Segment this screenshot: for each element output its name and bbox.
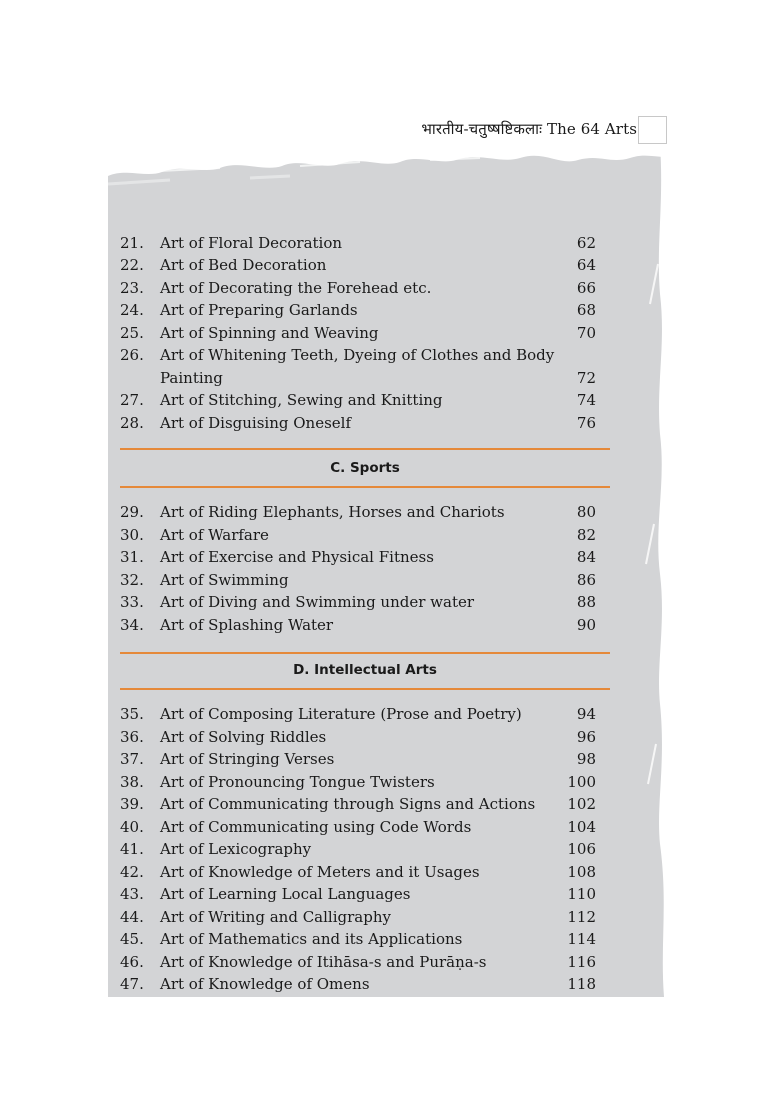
entry-page: 108 bbox=[567, 863, 596, 881]
entry-title: Art of Whitening Teeth, Dyeing of Clothes and Body bbox=[160, 346, 555, 364]
entry-number: 33. bbox=[120, 593, 144, 611]
entry-number: 28. bbox=[120, 414, 144, 432]
entry-page: 100 bbox=[567, 773, 596, 791]
entry-number: 41. bbox=[120, 840, 144, 858]
entry-title: Art of Riding Elephants, Horses and Chariots bbox=[160, 503, 505, 521]
entry-page: 68 bbox=[576, 301, 596, 319]
entry-title: Art of Communicating using Code Words bbox=[160, 818, 472, 836]
entry-number: 38. bbox=[120, 773, 144, 791]
entry-number: 27. bbox=[120, 391, 144, 409]
entry-title: Art of Stringing Verses bbox=[160, 750, 335, 768]
section-heading-sports: C. Sports bbox=[330, 460, 400, 476]
entry-number: 29. bbox=[120, 503, 144, 521]
entry-title: Art of Knowledge of Omens bbox=[160, 975, 370, 993]
entry-number: 26. bbox=[120, 346, 144, 364]
entry-number: 21. bbox=[120, 234, 144, 252]
entry-number: 40. bbox=[120, 818, 144, 836]
entry-number: 42. bbox=[120, 863, 144, 881]
section-heading-intellectual-arts: D. Intellectual Arts bbox=[293, 662, 437, 678]
entry-page: 114 bbox=[567, 930, 596, 948]
running-header: भारतीय-चतुष्षष्टिकलाः The 64 Arts bbox=[421, 120, 637, 138]
entry-number: 31. bbox=[120, 548, 144, 566]
entry-title: Art of Warfare bbox=[160, 526, 269, 544]
entry-title: Art of Pronouncing Tongue Twisters bbox=[160, 773, 435, 791]
entry-page: 70 bbox=[576, 324, 596, 342]
entry-title: Art of Mathematics and its Applications bbox=[160, 930, 463, 948]
entry-page: 72 bbox=[576, 369, 596, 387]
section-divider bbox=[120, 688, 610, 690]
entry-number: 46. bbox=[120, 953, 144, 971]
entry-title: Art of Spinning and Weaving bbox=[160, 324, 379, 342]
entry-number: 43. bbox=[120, 885, 144, 903]
entry-title-continued: Painting bbox=[160, 369, 223, 387]
entry-page: 88 bbox=[576, 593, 596, 611]
entry-title: Art of Bed Decoration bbox=[160, 256, 327, 274]
entry-page: 104 bbox=[567, 818, 596, 836]
entry-title: Art of Preparing Garlands bbox=[160, 301, 358, 319]
entry-title: Art of Communicating through Signs and Actions bbox=[160, 795, 536, 813]
entry-number: 34. bbox=[120, 616, 144, 634]
entry-title: Art of Floral Decoration bbox=[160, 234, 343, 252]
entry-page: 64 bbox=[576, 256, 596, 274]
entry-page: 66 bbox=[576, 279, 596, 297]
entry-page: 116 bbox=[567, 953, 596, 971]
entry-page: 80 bbox=[576, 503, 596, 521]
entry-title: Art of Lexicography bbox=[160, 840, 312, 858]
entry-title: Art of Stitching, Sewing and Knitting bbox=[160, 391, 443, 409]
entry-number: 25. bbox=[120, 324, 144, 342]
entry-number: 35. bbox=[120, 705, 144, 723]
entry-title: Art of Composing Literature (Prose and Poetry) bbox=[160, 705, 522, 723]
entry-title: Art of Diving and Swimming under water bbox=[160, 593, 475, 611]
entry-page: 110 bbox=[567, 885, 596, 903]
entry-number: 37. bbox=[120, 750, 144, 768]
entry-title: Art of Exercise and Physical Fitness bbox=[160, 548, 434, 566]
entry-title: Art of Disguising Oneself bbox=[160, 414, 352, 432]
section-divider bbox=[120, 652, 610, 654]
entry-number: 32. bbox=[120, 571, 144, 589]
entry-number: 22. bbox=[120, 256, 144, 274]
entry-title: Art of Knowledge of Meters and it Usages bbox=[160, 863, 480, 881]
entry-title: Art of Solving Riddles bbox=[160, 728, 327, 746]
entry-number: 47. bbox=[120, 975, 144, 993]
entry-page: 96 bbox=[576, 728, 596, 746]
section-divider bbox=[120, 448, 610, 450]
entry-title: Art of Decorating the Forehead etc. bbox=[160, 279, 432, 297]
entry-title: Art of Splashing Water bbox=[160, 616, 334, 634]
entry-title: Art of Knowledge of Itihāsa-s and Purāṇa-s bbox=[160, 953, 487, 971]
entry-page: 86 bbox=[576, 571, 596, 589]
header-box bbox=[638, 116, 667, 144]
entry-number: 44. bbox=[120, 908, 144, 926]
entry-page: 90 bbox=[576, 616, 596, 634]
entry-title: Art of Swimming bbox=[160, 571, 289, 589]
entry-page: 102 bbox=[567, 795, 596, 813]
entry-number: 23. bbox=[120, 279, 144, 297]
table-of-contents bbox=[108, 144, 666, 997]
entry-number: 36. bbox=[120, 728, 144, 746]
entry-page: 76 bbox=[576, 414, 596, 432]
contents-panel bbox=[108, 144, 666, 997]
entry-title: Art of Writing and Calligraphy bbox=[160, 908, 391, 926]
entry-page: 98 bbox=[576, 750, 596, 768]
entry-page: 74 bbox=[576, 391, 596, 409]
section-divider bbox=[120, 486, 610, 488]
entry-number: 30. bbox=[120, 526, 144, 544]
entry-number: 39. bbox=[120, 795, 144, 813]
entry-page: 118 bbox=[567, 975, 596, 993]
entry-page: 112 bbox=[567, 908, 596, 926]
entry-page: 94 bbox=[576, 705, 596, 723]
entry-page: 106 bbox=[567, 840, 596, 858]
entry-number: 45. bbox=[120, 930, 144, 948]
entry-page: 84 bbox=[576, 548, 596, 566]
entry-page: 82 bbox=[576, 526, 596, 544]
entry-title: Art of Learning Local Languages bbox=[160, 885, 411, 903]
entry-page: 62 bbox=[576, 234, 596, 252]
entry-number: 24. bbox=[120, 301, 144, 319]
